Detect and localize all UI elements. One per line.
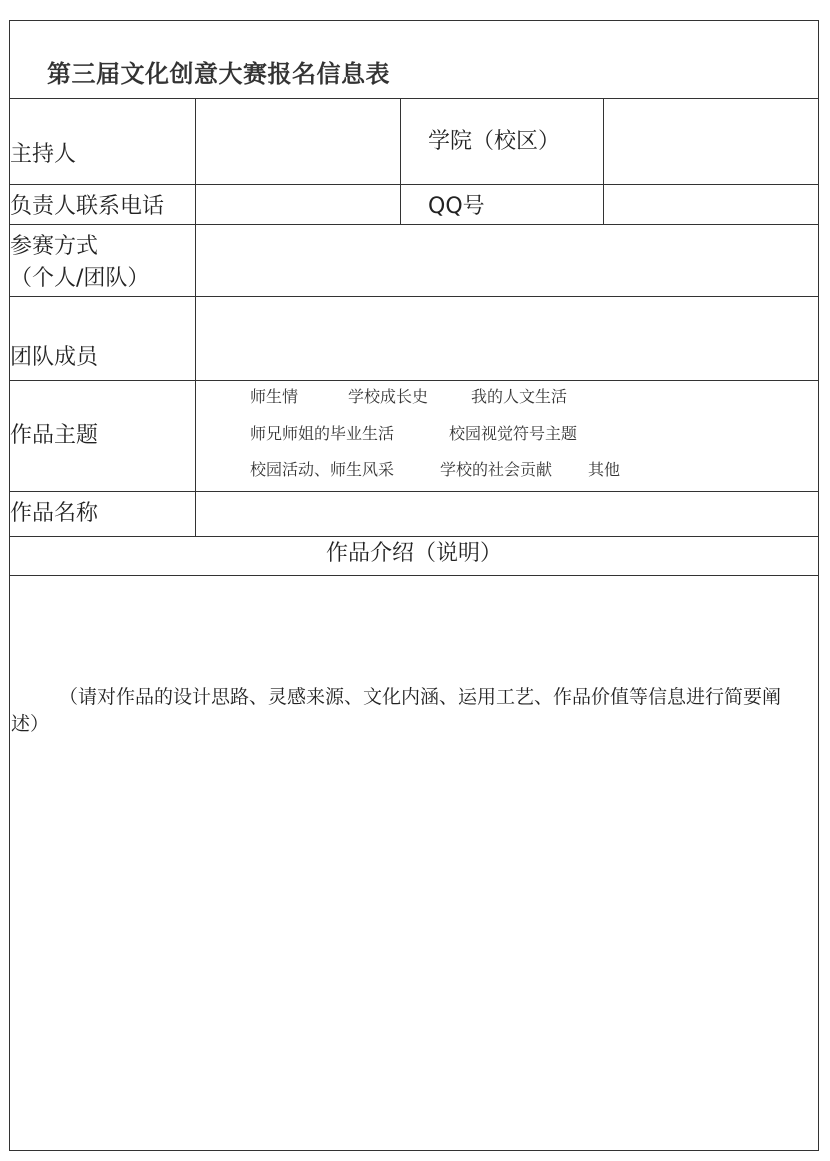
column-divider	[400, 98, 401, 224]
work-name-field[interactable]	[196, 492, 818, 536]
theme-option[interactable]: 校园活动、师生风采	[250, 460, 395, 479]
theme-option[interactable]: 学校的社会贡献	[440, 460, 553, 479]
theme-option[interactable]: 我的人文生活	[471, 387, 568, 406]
theme-option[interactable]: 校园视觉符号主题	[449, 424, 578, 443]
intro-header: 作品介绍（说明）	[325, 541, 502, 566]
qq-field[interactable]	[604, 185, 818, 224]
intro-field[interactable]	[10, 576, 818, 1150]
theme-option[interactable]: 师生情	[250, 387, 299, 406]
theme-label: 作品主题	[10, 423, 99, 448]
row-divider	[9, 380, 819, 381]
mode-label-line2: （个人/团队）	[10, 266, 150, 291]
team-members-field[interactable]	[196, 297, 818, 380]
qq-label: QQ号	[428, 194, 485, 219]
phone-field[interactable]	[196, 185, 400, 224]
theme-option[interactable]: 师兄师姐的毕业生活	[250, 424, 395, 443]
host-label: 主持人	[10, 142, 77, 167]
team-members-label: 团队成员	[10, 345, 99, 370]
form-title: 第三届文化创意大赛报名信息表	[47, 60, 390, 88]
phone-label: 负责人联系电话	[10, 194, 165, 219]
college-field[interactable]	[604, 99, 818, 184]
theme-option[interactable]: 学校成长史	[348, 387, 429, 406]
mode-label-line1: 参赛方式	[10, 234, 99, 259]
theme-option[interactable]: 其他	[588, 460, 621, 479]
intro-instruction: （请对作品的设计思路、灵感来源、文化内涵、运用工艺、作品价值等信息进行简要阐述）	[11, 686, 782, 735]
mode-field[interactable]	[196, 225, 818, 296]
host-field[interactable]	[196, 99, 400, 184]
college-label: 学院（校区）	[428, 129, 561, 154]
work-name-label: 作品名称	[10, 501, 99, 526]
